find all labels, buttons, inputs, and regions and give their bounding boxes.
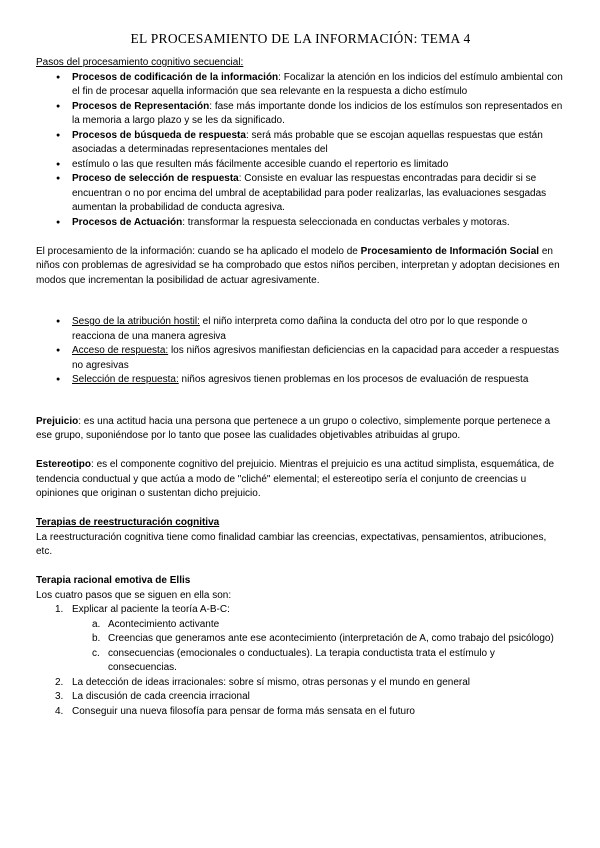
- list-item-text: [108, 648, 495, 674]
- text-run: : será más probable que se escojan aquellas respuestas que están asociadas a determinadas representaciones mentales del: [72, 129, 543, 155]
- numbered-list-item: [36, 676, 565, 691]
- bullet-icon: ●: [56, 347, 61, 354]
- list-marker: 4.: [55, 705, 64, 717]
- bullet-icon: ●: [56, 376, 61, 383]
- bullet-list-item: [36, 172, 565, 216]
- list-item-text: [72, 691, 250, 702]
- para-procesamiento-social: [36, 245, 565, 289]
- bullet-icon: ●: [56, 131, 61, 139]
- list-pasos-ellis: [36, 603, 565, 719]
- blank-line: [36, 230, 565, 245]
- text-run: Conseguir una nueva filosofía para pensar de forma más sensata en el futuro: [72, 705, 415, 717]
- list-marker: c.: [92, 647, 100, 659]
- page-title: EL PROCESAMIENTO DE LA INFORMACIÓN: TEMA 4: [130, 31, 471, 46]
- document-body: [36, 56, 565, 719]
- text-run: Prejuicio: [36, 415, 79, 427]
- heading-pasos: [36, 56, 565, 71]
- text-run: Sesgo de la atribución hostil:: [72, 316, 200, 327]
- bullet-list-item: [36, 100, 565, 129]
- bullet-list-item: [36, 158, 565, 173]
- list-marker: b.: [92, 633, 101, 644]
- text-run: los niños agresivos manifiestan deficiencias en la capacidad para acceder a respuestas no agresivas: [72, 345, 559, 371]
- text-run: : es el componente cognitivo del prejuicio. Mientras el prejuicio es una actitud simplista, esquemática, de tendencia conductual y que actúa a modo de "cliché" elemental; el estereotipo sería el conjunto de creencias u opiniones que originan o sustentan dicho prejuicio.: [36, 459, 555, 499]
- text-run: : transformar la respuesta seleccionada en conductas verbales y motoras.: [182, 216, 510, 228]
- text-run: Acceso de respuesta:: [72, 345, 169, 356]
- text-run: La reestructuración cognitiva tiene como finalidad cambiar las creencias, expectativas, pensamientos, atribuciones, etc.: [36, 531, 547, 557]
- bullet-icon: ●: [56, 218, 61, 226]
- text-run: estímulo o las que resulten más fácilmente accesible cuando el repertorio es limitado: [72, 158, 449, 170]
- text-run: Procesos de codificación de la información: [72, 71, 279, 83]
- blank-line: [36, 288, 565, 315]
- list-sesgos: [36, 315, 565, 388]
- text-run: Terapias de reestructuración cognitiva: [36, 517, 220, 528]
- list-marker: 1.: [55, 604, 64, 615]
- list-pasos-procesamiento: [36, 71, 565, 231]
- list-item-text: [72, 604, 230, 615]
- blank-line: [36, 388, 565, 415]
- text-run: : fase más importante donde los indicios de los estímulos son representados en la memoria a largo plazo y se les da significado.: [72, 100, 563, 126]
- text-run: La discusión de cada creencia irracional: [72, 691, 250, 702]
- bullet-list-item: [36, 373, 565, 388]
- text-run: Procesos de búsqueda de respuesta: [72, 129, 246, 141]
- text-run: : Consiste en evaluar las respuestas encontradas para decidir si se encuentran o no por encima del umbral de aceptabilidad para poder realizarlas, las evaluaciones sesgadas aumentan la probabilidad de conducta agresiva.: [72, 173, 547, 213]
- blank-line: [36, 560, 565, 575]
- text-run: Explicar al paciente la teoría A-B-C:: [72, 604, 230, 615]
- bullet-list-item: [36, 344, 565, 373]
- bullet-icon: ●: [56, 73, 61, 81]
- numbered-list-item: [36, 603, 565, 618]
- bullet-list-item: [36, 71, 565, 100]
- text-run: La detección de ideas irracionales: sobre sí mismo, otras personas y el mundo en general: [72, 676, 470, 688]
- text-run: : es una actitud hacia una persona que pertenece a un grupo o colectivo, simplemente porque pertenece a ese grupo, suponiéndose por lo tanto que posee las cualidades objetivables atribuidas al grupo.: [36, 415, 551, 441]
- text-run: Acontecimiento activante: [108, 618, 220, 630]
- text-run: consecuencias (emocionales o conductuales). La terapia conductista trata el estímulo y consecuencias.: [108, 647, 495, 673]
- list-item-text: [108, 633, 554, 644]
- blank-line: [36, 444, 565, 459]
- list-item-text: [72, 706, 415, 717]
- para-reestructuracion: [36, 531, 565, 560]
- text-run: en niños con problemas de agresividad se ha comprobado que estos niños perciben, interpretan y adoptan decisiones en modos que incrementan la posibilidad de actuar agresivamente.: [36, 245, 560, 286]
- text-run: Los cuatro pasos que se siguen en ella son:: [36, 589, 232, 601]
- bullet-icon: ●: [56, 160, 61, 168]
- numbered-list-item: [36, 647, 565, 676]
- text-run: niños agresivos tienen problemas en los procesos de evaluación de respuesta: [178, 374, 529, 385]
- list-marker: a.: [92, 618, 101, 630]
- numbered-list-item: [36, 632, 565, 647]
- list-marker: 3.: [55, 691, 64, 702]
- bullet-list-item: [36, 129, 565, 158]
- heading-ellis: [36, 574, 565, 589]
- text-run: Terapia racional emotiva de Ellis: [36, 575, 191, 586]
- heading-terapias: [36, 516, 565, 531]
- numbered-list-item: [36, 705, 565, 720]
- text-run: el niño interpreta como dañina la conducta del otro por lo que responde o reacciona de una manera agresiva: [72, 316, 528, 342]
- bullet-icon: ●: [56, 318, 61, 325]
- text-run: Creencias que generamos ante ese acontecimiento (interpretación de A, como trabajo del psicólogo): [108, 633, 554, 644]
- para-ellis-intro: [36, 589, 565, 604]
- bullet-icon: ●: [56, 175, 61, 182]
- text-run: Pasos del procesamiento cognitivo secuencial:: [36, 57, 244, 68]
- text-run: Procesos de Actuación: [72, 216, 183, 228]
- numbered-list-item: [36, 618, 565, 633]
- list-item-text: [108, 619, 219, 630]
- text-run: Proceso de selección de respuesta: [72, 173, 239, 184]
- text-run: Selección de respuesta:: [72, 374, 179, 385]
- bullet-list-item: [36, 315, 565, 344]
- list-item-text: [72, 677, 470, 688]
- para-prejuicio: [36, 415, 565, 444]
- text-run: El procesamiento de la información: cuando se ha aplicado el modelo de: [36, 245, 361, 257]
- para-estereotipo: [36, 458, 565, 502]
- text-run: Estereotipo: [36, 459, 92, 470]
- blank-line: [36, 502, 565, 517]
- text-run: Procesos de Representación: [72, 100, 210, 112]
- text-run: Procesamiento de Información Social: [360, 245, 540, 257]
- text-run: : Focalizar la atención en los indicios del estímulo ambiental con el fin de procesar aquella información que sea relevante en la respuesta a dicho estímulo: [72, 71, 563, 97]
- list-marker: 2.: [55, 676, 64, 688]
- bullet-list-item: [36, 216, 565, 231]
- numbered-list-item: [36, 690, 565, 705]
- bullet-icon: ●: [56, 102, 61, 110]
